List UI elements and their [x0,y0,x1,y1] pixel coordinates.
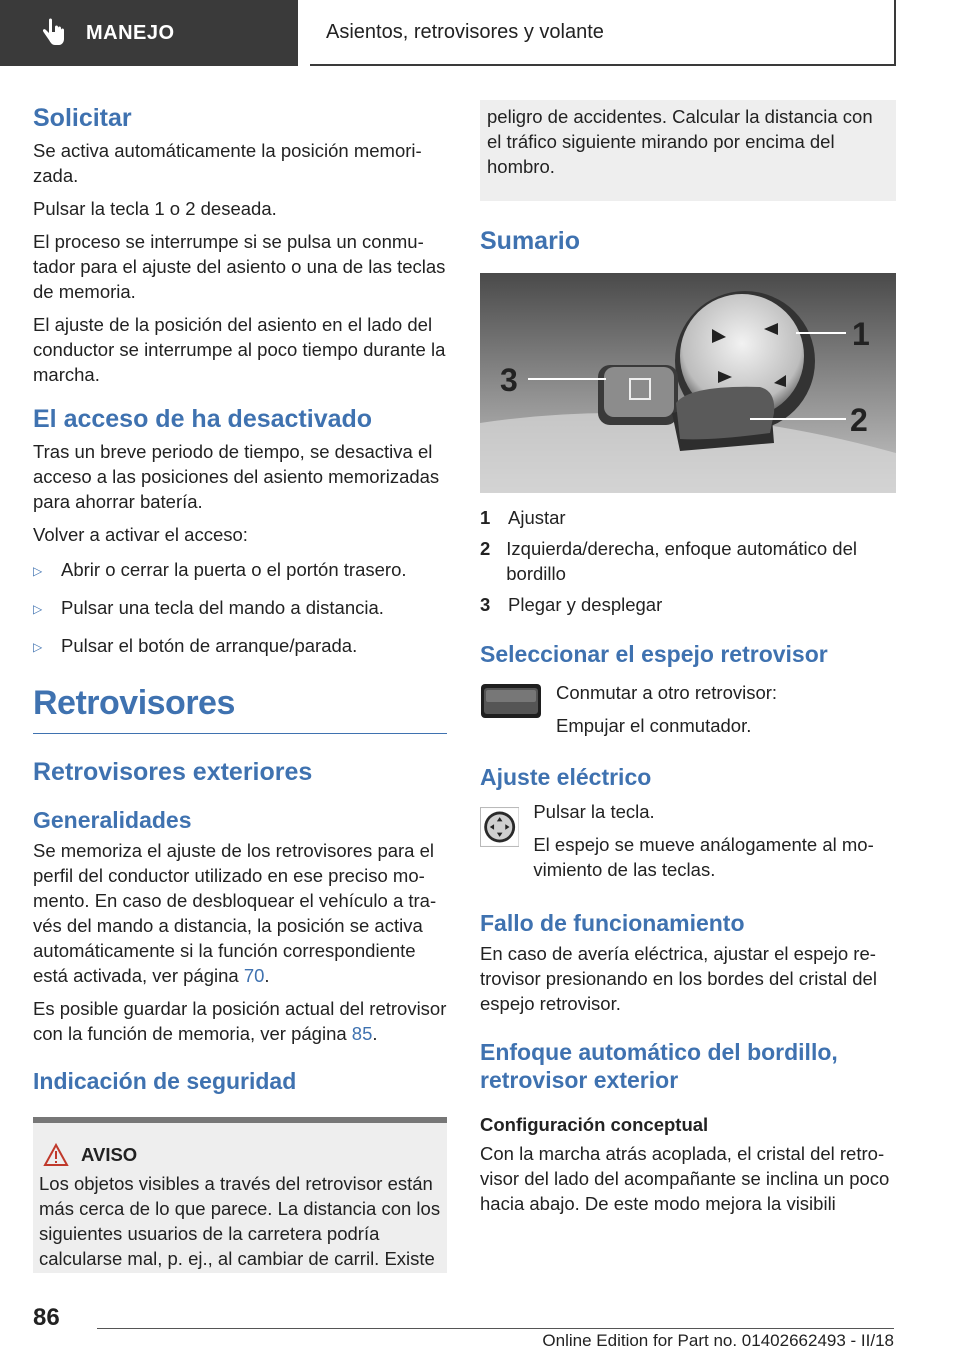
paragraph: El ajuste de la posición del asiento en el lado del conductor se interrumpe al poco tiempo durante la marcha. [33,314,446,385]
heading-ajuste: Ajuste eléctrico [480,764,652,790]
section-title: MANEJO [86,21,175,44]
photo-label: 2 [850,402,868,438]
paragraph: Se activa automáticamente la posición memorizada. [33,140,422,186]
list-item: 2 Izquierda/derecha, enfoque automático del bordillo [480,538,857,584]
list-item: 3 Plegar y desplegar [480,594,663,615]
page-number: 86 [33,1304,60,1331]
heading-fallo: Fallo de funcionamiento [480,910,745,936]
paragraph: Es posible guardar la posición actual del retrovisor con la función de memoria, ver página 85. [33,998,447,1044]
heading-generalidades: Generalidades [33,807,192,833]
icon-row: Conmutar a otro retrovisor: Empujar el conmutador. [480,680,896,738]
triangle-bullet-icon: ▷ [33,602,43,616]
heading-sumario: Sumario [480,227,581,255]
icon-row: Pulsar la tecla. El espejo se mueve análogamente al movimiento de las teclas. [480,799,896,882]
section-tab [0,0,298,66]
heading-seguridad: Indicación de seguridad [33,1068,297,1094]
numbered-list [480,505,896,617]
list-item: ▷ Abrir o cerrar la puerta o el portón trasero. [33,557,447,584]
paragraph: El proceso se interrumpe si se pulsa un conmutador para el ajuste del asiento o una de las teclas de memoria. [33,231,446,302]
list-item: ▷ Pulsar una tecla del mando a distancia. [33,595,447,622]
divider [33,733,447,734]
mirror-controls-photo [480,273,896,493]
hand-icon [40,18,66,48]
paragraph: Pulsar la tecla 1 o 2 deseada. [33,198,277,219]
photo-label: 3 [500,362,518,398]
list-item: ▷ Pulsar el botón de arranque/parada. [33,633,447,660]
heading-solicitar: Solicitar [33,104,132,132]
warning-box [33,1117,447,1273]
triangle-bullet-icon: ▷ [33,564,43,578]
heading-enfoque: Enfoque automático del bordillo, retrovisor exterior [480,1039,838,1093]
heading-acceso: El acceso de ha desactivado [33,405,373,433]
paragraph: Con la marcha atrás acoplada, el cristal del retrovisor del lado del acompañante se inclina un poco hacia abajo. De este modo mejora la visibili [480,1143,890,1214]
heading-retrovisores-exteriores: Retrovisores exteriores [33,758,313,786]
warning-box-continued: peligro de accidentes. Calcular la distancia con el tráfico siguiente mirando por encima del hombro. [480,100,896,201]
page-link[interactable]: 85 [351,1023,373,1044]
chapter-title: Asientos, retrovisores y volante [326,20,604,43]
mirror-adjust-knob-icon [480,799,519,855]
left-column [33,100,447,1273]
page-link[interactable]: 70 [243,965,265,986]
heading-retrovisores: Retrovisores [33,684,235,722]
heading-configuracion: Configuración conceptual [480,1114,709,1135]
paragraph: Se memoriza el ajuste de los retrovisores para el perfil del conductor utilizado en ese preciso momento. En caso de desbloquear el vehículo a través del mando a distancia, la posición se activa automáticamente si la función correspondiente está activada, ver página 70. [33,840,437,986]
right-column [480,100,896,1216]
mirror-switch-icon [480,680,542,720]
warning-title: AVISO [39,1143,441,1167]
edition-note: Online Edition for Part no. 01402662493 - II/18 [542,1331,894,1350]
heading-seleccionar: Seleccionar el espejo retrovisor [480,641,828,667]
list-item: 1 Ajustar [480,507,566,528]
paragraph: Tras un breve periodo de tiempo, se desactiva el acceso a las posiciones del asiento memorizadas para ahorrar batería. [33,441,440,512]
warning-triangle-icon [43,1143,69,1167]
warning-text: Los objetos visibles a través del retrovisor están más cerca de lo que parece. La distancia con los siguientes usuarios de la carretera podría calcularse mal, p. ej., al cambiar de carril. Existe [39,1173,441,1269]
photo-label: 1 [852,316,870,352]
chapter-header [310,0,896,66]
footer-divider [97,1328,894,1329]
triangle-bullet-icon: ▷ [33,640,43,654]
paragraph: Volver a activar el acceso: [33,524,248,545]
paragraph: En caso de avería eléctrica, ajustar el espejo retrovisor presionando en los bordes del cristal del espejo retrovisor. [480,943,877,1014]
